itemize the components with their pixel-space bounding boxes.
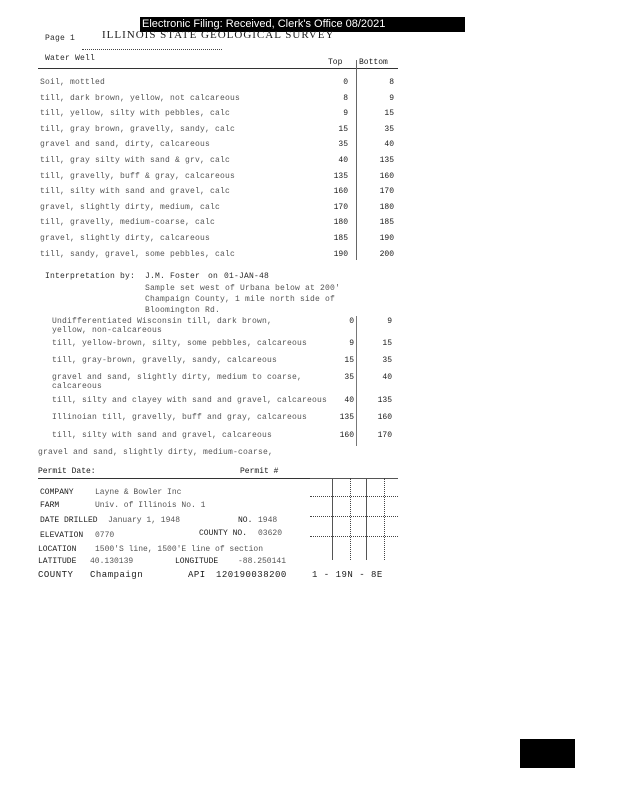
interp-row-description: till, silty with sand and gravel, calcareous	[52, 431, 273, 440]
interp-row-top: 135	[339, 413, 354, 422]
elevation-value: 0770	[95, 531, 115, 540]
log-row-description: till, yellow, silty with pebbles, calc	[40, 109, 231, 118]
log-row-bottom: 180	[379, 203, 394, 212]
farm-label: FARM	[40, 501, 60, 510]
log-row-description: till, silty with sand and gravel, calc	[40, 187, 231, 196]
date-drilled-label: DATE DRILLED	[40, 516, 98, 525]
page-title: ILLINOIS STATE GEOLOGICAL SURVEY	[102, 29, 335, 41]
interp-column-divider	[356, 316, 357, 446]
log-row-bottom: 190	[379, 234, 394, 243]
interp-row-description: till, yellow-brown, silty, some pebbles, calcareous	[52, 339, 308, 348]
no-label: NO.	[238, 516, 253, 525]
interpretation-note: Sample set west of Urbana below at 200'	[145, 284, 341, 293]
farm-value: Univ. of Illinois No. 1	[95, 501, 206, 510]
title-underline	[82, 49, 222, 50]
interp-row-description-continued: yellow, non-calcareous	[52, 326, 163, 335]
col-bottom-header: Bottom	[359, 58, 388, 67]
interpretation-date: 01-JAN-48	[224, 272, 270, 281]
log-row-description: till, gray silty with sand & grv, calc	[40, 156, 231, 165]
log-row-top: 35	[338, 140, 348, 149]
interp-row-description-continued: calcareous	[52, 382, 103, 391]
log-row-bottom: 200	[379, 250, 394, 259]
log-row-description: till, dark brown, yellow, not calcareous	[40, 94, 241, 103]
log-row-description: Soil, mottled	[40, 78, 106, 87]
log-row-description: till, gravelly, buff & gray, calcareous	[40, 172, 236, 181]
company-value: Layne & Bowler Inc	[95, 488, 182, 497]
log-row-description: gravel, slightly dirty, calcareous	[40, 234, 211, 243]
company-label: COMPANY	[40, 488, 74, 497]
api-label: API	[188, 570, 206, 580]
log-row-top: 180	[333, 218, 348, 227]
interp-row-bottom: 15	[382, 339, 392, 348]
interp-row-top: 160	[339, 431, 354, 440]
interp-row-top: 40	[344, 396, 354, 405]
interp-row-description: till, silty and clayey with sand and gravel, calcareous	[52, 396, 328, 405]
log-row-description: gravel, slightly dirty, medium, calc	[40, 203, 221, 212]
section-grid	[310, 478, 398, 560]
well-type: Water Well	[45, 54, 96, 63]
interp-row-description: Undifferentiated Wisconsin till, dark brown,	[52, 317, 273, 326]
county-no-label: COUNTY NO.	[199, 529, 248, 538]
log-row-top: 185	[333, 234, 348, 243]
interp-row-bottom: 160	[377, 413, 392, 422]
interp-row-top: 0	[349, 317, 354, 326]
interpretation-author: J.M. Foster	[145, 272, 201, 281]
township-range: 1 - 19N - 8E	[312, 570, 383, 580]
log-row-top: 170	[333, 203, 348, 212]
interp-row-top: 15	[344, 356, 354, 365]
interp-row-top: 9	[349, 339, 354, 348]
log-row-description: till, sandy, gravel, some pebbles, calc	[40, 250, 236, 259]
redaction-block	[520, 739, 575, 768]
county-value: Champaign	[90, 570, 144, 580]
log-row-top: 15	[338, 125, 348, 134]
permit-date-label: Permit Date:	[38, 467, 96, 476]
log-row-top: 0	[343, 78, 348, 87]
col-top-header: Top	[328, 58, 343, 67]
interp-row-description: Illinoian till, gravelly, buff and gray, calcareous	[52, 413, 308, 422]
interp-row-bottom: 135	[377, 396, 392, 405]
location-value: 1500'S line, 1500'E line of section	[95, 545, 264, 554]
interp-row-description: gravel and sand, slightly dirty, medium to coarse,	[52, 373, 303, 382]
log-row-bottom: 9	[389, 94, 394, 103]
interp-row-description: till, gray-brown, gravelly, sandy, calcareous	[52, 356, 278, 365]
elevation-label: ELEVATION	[40, 531, 84, 540]
api-value: 120190038200	[216, 570, 287, 580]
log-row-description: till, gravelly, medium-coarse, calc	[40, 218, 216, 227]
log-row-bottom: 170	[379, 187, 394, 196]
interp-row-top: 35	[344, 373, 354, 382]
interp-row-description: gravel and sand, slightly dirty, medium-coarse,	[38, 448, 274, 457]
interp-row-bottom: 35	[382, 356, 392, 365]
latitude-label: LATITUDE	[38, 557, 77, 566]
interpretation-note: Champaign County, 1 mile north side of	[145, 295, 336, 304]
log-row-bottom: 8	[389, 78, 394, 87]
location-label: LOCATION	[38, 545, 77, 554]
interpretation-note: Bloomington Rd.	[145, 306, 221, 315]
interpretation-label: Interpretation by:	[45, 272, 136, 281]
log-row-top: 135	[333, 172, 348, 181]
permit-number-label: Permit #	[240, 467, 279, 476]
log-row-bottom: 185	[379, 218, 394, 227]
interpretation-date-prefix: on	[208, 272, 219, 281]
latitude-value: 40.130139	[90, 557, 134, 566]
log-row-top: 40	[338, 156, 348, 165]
date-drilled-value: January 1, 1948	[108, 516, 181, 525]
longitude-label: LONGITUDE	[175, 557, 219, 566]
interp-row-bottom: 40	[382, 373, 392, 382]
log-row-description: till, gray brown, gravelly, sandy, calc	[40, 125, 236, 134]
header-rule	[38, 68, 398, 69]
interp-row-bottom: 170	[377, 431, 392, 440]
log-row-bottom: 160	[379, 172, 394, 181]
longitude-value: -88.250141	[238, 557, 287, 566]
log-row-bottom: 40	[384, 140, 394, 149]
log-row-bottom: 15	[384, 109, 394, 118]
page-label: Page 1	[45, 34, 76, 43]
no-value: 1948	[258, 516, 278, 525]
interp-row-bottom: 9	[387, 317, 392, 326]
log-row-top: 8	[343, 94, 348, 103]
log-row-bottom: 135	[379, 156, 394, 165]
column-divider	[356, 60, 357, 260]
county-no-value: 03620	[258, 529, 283, 538]
log-row-top: 190	[333, 250, 348, 259]
log-row-bottom: 35	[384, 125, 394, 134]
log-row-top: 9	[343, 109, 348, 118]
filing-banner: Electronic Filing: Received, Clerk's Office 08/2021	[140, 17, 465, 32]
log-row-description: gravel and sand, dirty, calcareous	[40, 140, 211, 149]
county-label: COUNTY	[38, 570, 74, 580]
log-row-top: 160	[333, 187, 348, 196]
